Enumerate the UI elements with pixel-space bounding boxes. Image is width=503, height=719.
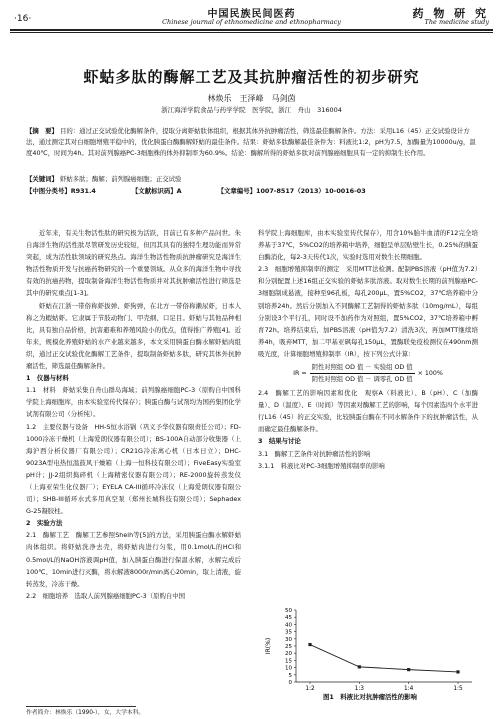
right-column bbox=[258, 227, 478, 472]
paragraph: 3.1 酶解工艺条件对抗肿瘤活性的影响 bbox=[258, 449, 371, 458]
header-rule bbox=[10, 29, 493, 31]
paragraph: 1.2 主要仪器与设备 HH-S恒水浴锅（巩义予华仪器有限责任公司）；FD-1000冷冻干燥机（上海爱朗仪器有限公司）；BS-100A自动部分收集器（上海沪西分析仪器厂有限公司）；CR21G冷冻离心机（日本日立）；DHC-9023A型电热恒温鼓风干燥箱（上海一恒科技有限公司）；FiveEasy实验室pH计；JJ-2组织捣碎机（上海精密仪器有限公司）；RE-2000旋转蒸发仪（上海亚荣生化仪器厂）；EYELA CA-III循环冷冻仪（上海爱朗仪器有限公司）；SHB-III循环水式多用真空泵（郑州长城科技有限公司）；Sephadex G-25凝胶柱。 bbox=[26, 422, 241, 516]
series-line bbox=[310, 645, 458, 672]
section-heading: 1 仪器与材料 bbox=[26, 374, 69, 383]
left-column bbox=[26, 227, 241, 602]
footnote-author: 作者简介：林焕乐（1990-），女，大学本科。 bbox=[26, 710, 145, 716]
figure-caption: 图1 料液比对抗肿瘤活性的影响 bbox=[323, 693, 417, 701]
article-number: 【文章编号】1007-8517（2013）10-0016-03 bbox=[217, 187, 366, 195]
page-number: ·16· bbox=[14, 14, 32, 24]
paper-title: 虾蛄多肽的酶解工艺及其抗肿瘤活性的初步研究 bbox=[83, 68, 420, 86]
y-tick-label: 30 bbox=[285, 636, 292, 643]
abstract bbox=[26, 126, 478, 159]
document-code: 【文献标识码】A bbox=[131, 187, 182, 195]
figure-1-chart bbox=[262, 606, 478, 706]
y-tick-label: 35 bbox=[285, 629, 292, 636]
paragraph: 1.1 材料 虾蛄采集自舟山群岛海域；前列腺癌细胞PC-3（原购自中国科学院上海细胞库，由本实验室传代保存）；胰蛋白酶与试剂均为国药集团化学试剂有限公司（分析纯）。 bbox=[26, 386, 241, 419]
x-tick-label: 1:3 bbox=[354, 686, 365, 692]
section-title-en: The medicine study bbox=[424, 18, 489, 26]
data-point bbox=[308, 643, 311, 646]
y-tick-label: 45 bbox=[285, 615, 292, 622]
formula-lhs: IR = bbox=[293, 370, 307, 378]
formula-suffix: × 100% bbox=[417, 370, 443, 378]
abstract-text: 目的：通过正交试验优化酶解条件，提取分离虾蛄肽体组织，根据其体外抗肿瘤活性，筛选最佳酶解条件。方法：采用L16（45）正交试验设计方法，通过测定其对白细胞增殖平稳中的，优化胰蛋白酶酶解虾蛄的最佳条件。结果：虾蛄多肽酶解最佳条件为：料液比1:2，pH为7.5，加酶量为10000u/g，温度40℃，时间为4h。其对前列腺癌PC-3细胞株的体外抑制率为60.9%。结论：酶解所得的虾蛄多肽对前列腺癌细胞具有一定的抑制生长作用。 bbox=[26, 127, 476, 157]
y-tick-label: 40 bbox=[285, 622, 292, 629]
authors: 林焕乐 王泽峰 马剑茵 bbox=[207, 94, 296, 103]
y-tick-label: 15 bbox=[285, 658, 292, 665]
data-point bbox=[407, 668, 410, 671]
x-tick-label: 1:2 bbox=[305, 686, 315, 692]
y-axis-label: IR(%) bbox=[265, 637, 272, 655]
paragraph: 2.4 酶解工艺的影响因素和优化 观察A（料液比）、B（pH）、C（加酶量）、D（温度）、E（时间）等因素对酶解工艺的影响，每个因素选四个水平进行L16（45）的正交实验，比较胰蛋白酶在不同水解条件下的抗肿瘤活性，从而确定最佳酶解条件。 bbox=[258, 389, 478, 434]
affiliation: 浙江海洋学院食品与药学学院 医学院，浙江 舟山 316004 bbox=[161, 106, 342, 114]
journal-title-en: Chinese journal of ethnomedicine and ethnopharmacy bbox=[162, 18, 341, 26]
paragraph: 2.1 酶解工艺 酶解工艺参照Sheih等[5]的方法，采用胰蛋白酶水解虾蛄肉体组织。将虾蛄洗净去壳，将虾蛄肉进行匀浆，用0.1mol/L的HCl和0.5mol/L的NaOH溶液调pH值，加入胰蛋白酶进行保温水解，水解完成后100℃、10min进行灭酶，将水解液8000r/min离心20min，取上清液，旋转蒸发，冷冻干燥。 bbox=[26, 531, 241, 588]
y-tick-label: 0 bbox=[288, 680, 292, 686]
section-heading: 2 实验方法 bbox=[26, 519, 63, 528]
chart-svg bbox=[262, 606, 478, 692]
footnote-rule bbox=[26, 706, 136, 707]
formula-denominator: 阴性对照组 OD 值 － 调零孔 OD 值 bbox=[311, 376, 413, 384]
header-rule-thin bbox=[10, 32, 493, 33]
y-tick-label: 50 bbox=[285, 608, 292, 614]
y-tick-label: 20 bbox=[285, 651, 292, 658]
section-title-cn: 药 物 研 究 bbox=[412, 7, 489, 20]
y-tick-label: 10 bbox=[285, 665, 292, 672]
classification-code: 【中图分类号】R931.4 bbox=[26, 187, 96, 195]
y-tick-label: 25 bbox=[285, 644, 292, 650]
paragraph: 3.1.1 料液比对PC-3细胞增殖抑制率的影响 bbox=[258, 461, 385, 470]
y-tick-label: 5 bbox=[288, 672, 292, 679]
keywords-label: 【关键词】 bbox=[26, 175, 58, 183]
keywords bbox=[26, 174, 478, 185]
abstract-label: 【摘 要】 bbox=[26, 127, 58, 135]
section-heading: 3 结果与讨论 bbox=[258, 437, 301, 446]
formula-fraction bbox=[310, 362, 415, 385]
formula-numerator: 阴性对照组 OD 值 － 实验组 OD 值 bbox=[310, 362, 415, 374]
paragraph: 科学院上海细胞库，由本实验室传代保存），用含10%胎牛血清的F12完全培养基于37℃，5%CO2的培养箱中培养，细胞呈单层贴壁生长，0.25%的胰蛋白酶消化，每2-3天传代1次，实验时选用对数生长期细胞。 bbox=[258, 229, 478, 262]
paragraph: 近年来，有关生物活性肽的研究极为活跃，目前已有多种产品问世。朱自海洋生物的活性肽尽管研发历史较短，但因其具有的独特生理功能而异常突起，成为活性肽领域的研究热点。海洋生物活性物质抗肿瘤研究是海洋生物活性物质开发与抗癌药物研究的一个重要领域。从众多的海洋生物中寻找有效的抗癌药物，提取制备海洋生物活性物质并对其抗肿瘤活性进行筛选是其中的研究重点[1-3]。 bbox=[26, 229, 241, 298]
journal-title-cn: 中国民族民间医药 bbox=[207, 9, 296, 20]
x-tick-label: 1:5 bbox=[453, 686, 463, 692]
keywords-text: 虾蛄多肽；酶解；前列腺癌细胞；正交试验 bbox=[60, 175, 182, 183]
data-point bbox=[456, 670, 459, 673]
paragraph: 2.2 细胞培养 选取人前列腺癌细胞PC-3（原购自中国 bbox=[26, 591, 186, 600]
paragraph: 虾蛄在江浙一带俗称虾拔弹、虾狗弹，在北方一带俗称濑尿虾，日本人称之为蝦蛄虾。它隶属于节肢动物门、甲壳纲、口足目。虾蛄与其他品种相比，具有独自品价格，抗害避难和养殖风险小的优点，值得推广养殖[4]。近年来，规模化养殖虾蛄的水产业越来越多，本文采用胰蛋白酶水解虾蛄肉组织，通过正交试验优化酶解工艺条件，提取制备虾蛄多肽，研究其体外抗肿瘤活性，筛选最佳酶解条件。 bbox=[26, 301, 241, 371]
data-point bbox=[358, 665, 361, 668]
x-tick-label: 1:4 bbox=[403, 686, 414, 692]
paragraph: 2.3 细胞增殖抑制率的测定 采用MTT法检测。配制PBS溶液（pH值为7.2）和分别配置上述16组正交实验的虾蛄多肽溶液。取对数生长期的前列腺癌PC-3细胞制成悬液，接种至96孔板，每孔200μL，置5%CO2，37℃培养箱中分别培养24h。然后分别加入不同酶解工艺制得的虾蛄多肽（10mg/mL），每组分别设3个平行孔，同时设不加药作为对照组，置5%CO2，37℃培养箱中孵育72h。培养结束后，加PBS溶液（pH值为7.2）清洗3次，再加MTT继续培养4h，吸弃MTT，加二甲基亚砜每孔150μL，置酶联免疫检测仪在490nm测吸光度，计算细胞增殖抑制率（IR），按下列公式计算： bbox=[258, 265, 478, 358]
ir-formula bbox=[258, 362, 478, 385]
classification-line bbox=[26, 186, 486, 197]
